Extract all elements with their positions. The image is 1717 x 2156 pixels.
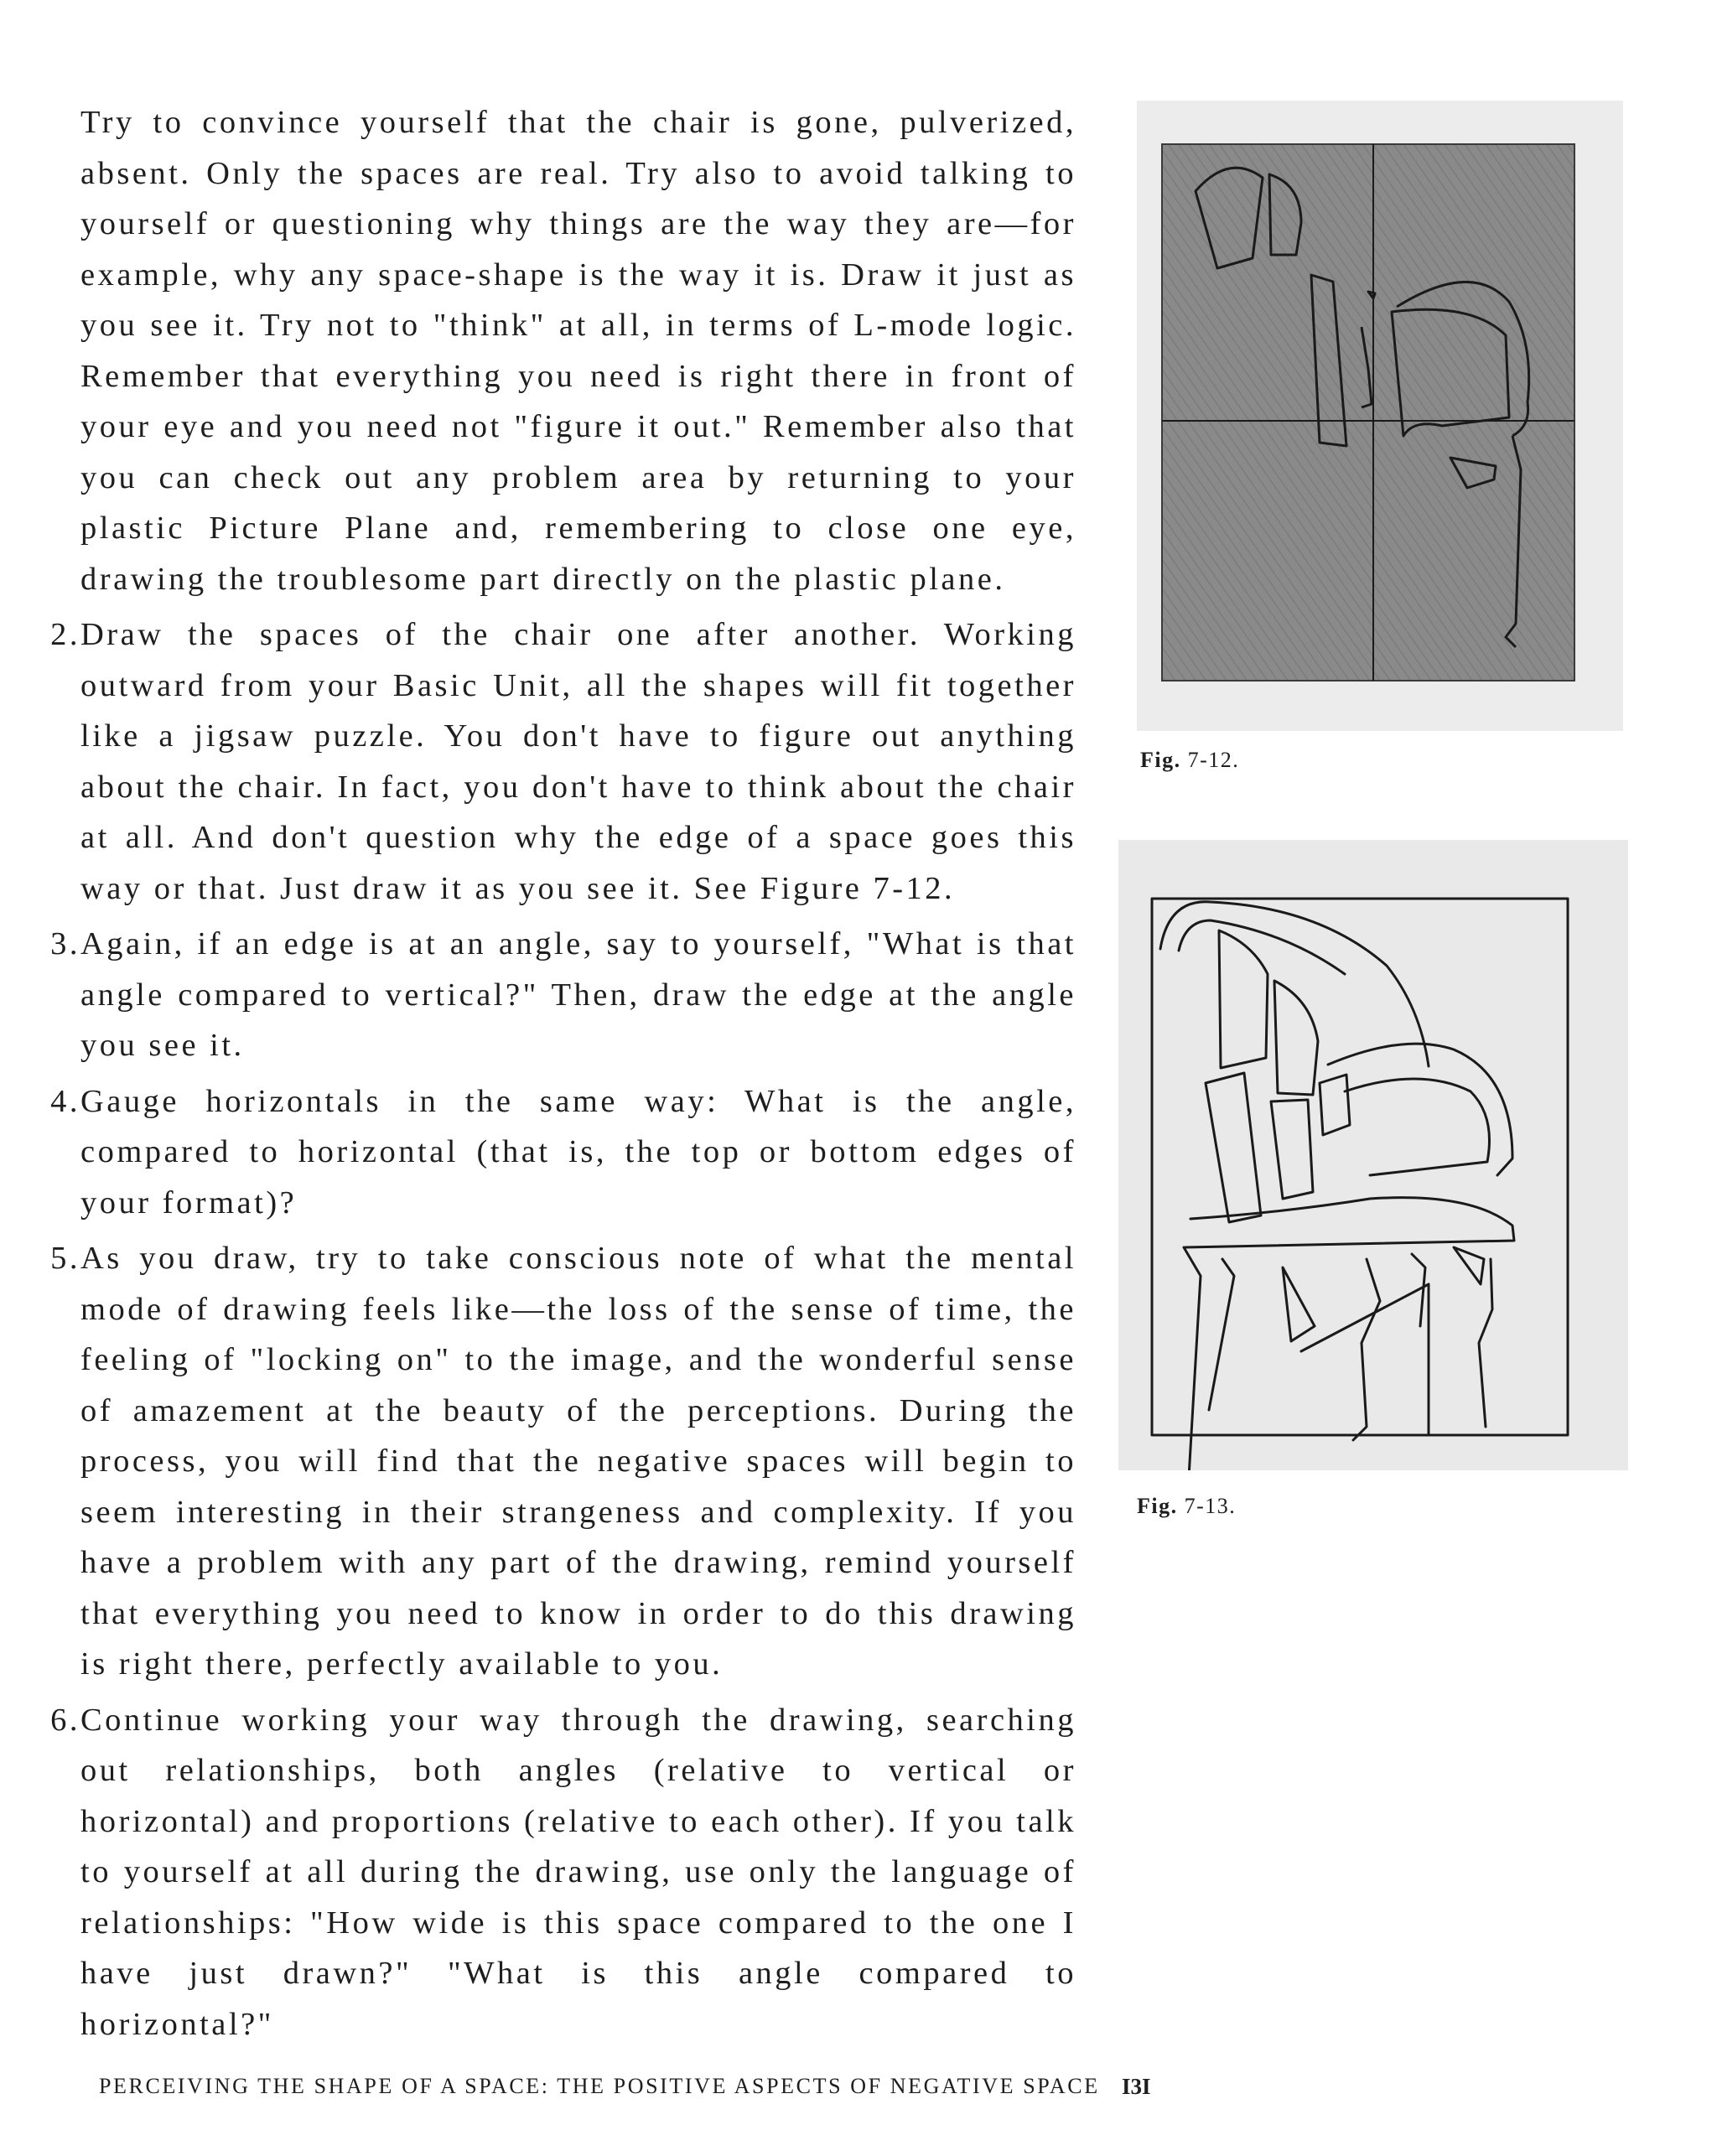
page-number: I3I [1122,2074,1151,2099]
list-number: 2. [50,617,80,652]
list-number: 5. [50,1241,80,1276]
figure-number: 7-13. [1184,1494,1237,1518]
figure-7-12-image [1137,101,1623,731]
list-text: As you draw, try to take conscious note of what the mental mode of drawing feels like—the loss of the sense of time, the feeling of "locking on" to the image, and the wonderful sense of amazement at the beauty of the perceptions. During the process, you will find that the negative spaces will begin to seem interesting in their strangeness and complexity. If you have a problem with any part of the drawing, remind yourself that everything you need to know in order to do this drawing is right there, perfectly available to you. [80,1241,1076,1682]
list-item [29,1076,1076,1229]
list-text: Again, if an edge is at an angle, say to yourself, "What is that angle compared to vertical?" Then, draw the edge at the angle you see it. [80,926,1076,1063]
list-text: Continue working your way through the drawing, searching out relationships, both angles (relative to vertical or horizontal) and proportions (relative to each other). If you talk to yourself at all during the drawing, use only the language of relationships: "How wide is this space compared to the one I have just drawn?" "What is this angle compared to horizontal?" [80,1702,1076,2042]
figure-7-12-caption [1140,748,1239,773]
list-item [29,919,1076,1071]
list-text: Gauge horizontals in the same way: What is the angle, compared to horizontal (that is, the top or bottom edges of your format)? [80,1083,1076,1221]
figure-number: 7-12. [1187,748,1240,772]
list-number: 6. [50,1702,80,1738]
figure-7-13-caption [1137,1494,1236,1519]
list-item [29,1695,1076,2050]
intro-paragraph: Try to convince yourself that the chair is gone, pulverized, absent. Only the spaces are real. Try also to avoid talking to yourself or questioning why things are the way they are—for example, why any space-shape is the way it is. Draw it just as you see it. Try not to "think" at all, in terms of L-mode logic. Remember that everything you need is right there in front of your eye and you need not "figure it out." Remember also that you can check out any problem area by returning to your plastic Picture Plane and, remembering to close one eye, drawing the troublesome part directly on the plastic plane. [80,105,1076,597]
running-head: PERCEIVING THE SHAPE OF A SPACE: THE POSITIVE ASPECTS OF NEGATIVE SPACE [99,2074,1100,2098]
figure-label: Fig. [1137,1494,1178,1518]
figure-7-13-image [1118,840,1628,1470]
list-item [29,1233,1076,1690]
list-number: 3. [50,926,80,961]
list-text: Draw the spaces of the chair one after another. Working outward from your Basic Unit, all the shapes will fit together like a jigsaw puzzle. You don't have to figure out anything about the chair. In fact, you don't have to think about the chair at all. And don't question why the edge of a space goes this way or that. Just draw it as you see it. See Figure 7-12. [80,617,1076,906]
figure-label: Fig. [1140,748,1181,772]
list-number: 4. [50,1083,80,1119]
list-item [29,609,1076,914]
body-text [29,97,1076,2050]
